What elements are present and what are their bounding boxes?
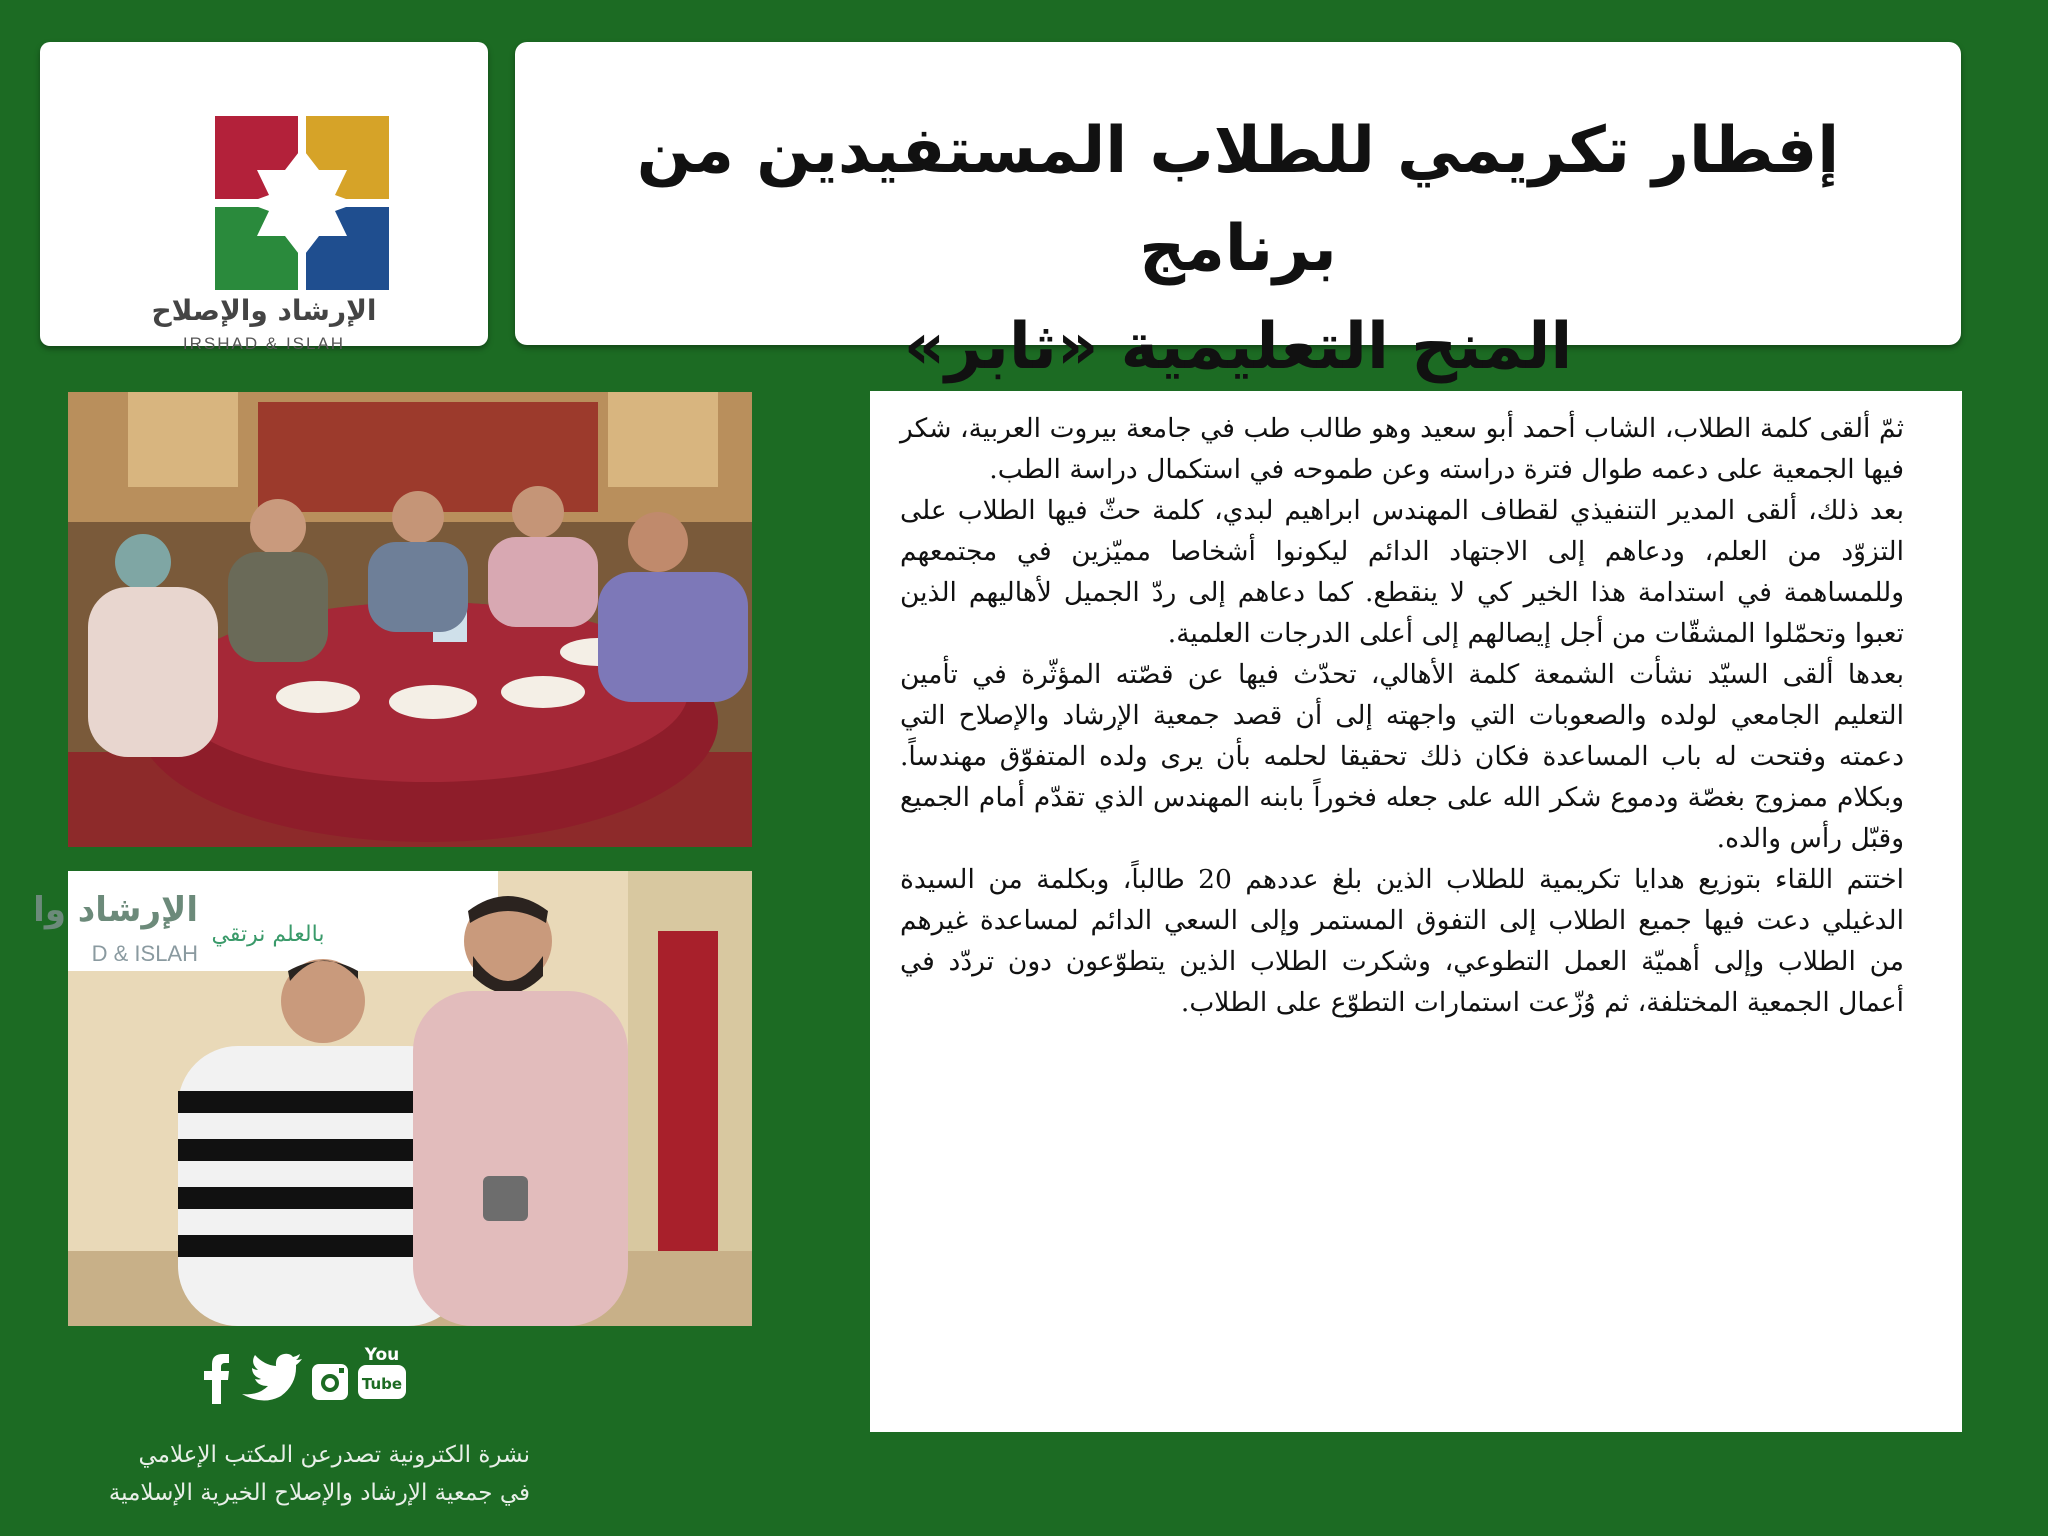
banner-text-arabic: الإرشاد وا <box>33 890 198 930</box>
logo-arabic-name: الإرشاد والإصلاح <box>151 294 377 327</box>
article-paragraph-4: اختتم اللقاء بتوزيع هدايا تكريمية للطلاب الذين بلغ عددهم 20 طالباً، وبكلمة من السيدة الدغيلي دعت فيها جميع الطلاب إلى التفوق المستمر وإلى السعي الدائم لمساعدة غيرهم من الطلاب وإلى أهميّة العمل التطوعي، وشكرت الطلاب الذين يتطوّعون دون تردّد في أعمال الجمعية المختلفة، ثم وُزّعت استمارات التطوّع على الطلاب. <box>900 864 1904 1018</box>
twitter-icon[interactable] <box>242 1354 302 1401</box>
facebook-icon[interactable] <box>204 1354 229 1404</box>
logo-english-name: IRSHAD & ISLAH <box>182 334 346 353</box>
footer-line-2: في جمعية الإرشاد والإصلاح الخيرية الإسلامية <box>108 1480 530 1506</box>
title-card <box>515 42 1961 384</box>
instagram-icon[interactable] <box>312 1364 348 1400</box>
page-title-line-2: المنح التعليمية «ثابر» <box>903 310 1573 384</box>
social-icons <box>198 1342 418 1408</box>
article-paragraph-2: بعد ذلك، ألقى المدير التنفيذي لقطاف المهندس ابراهيم لبدي، كلمة حثّ فيها الطلاب على التزوّد من العلم، ودعاهم إلى الاجتهاد الدائم ليكونوا أشخاصا مميّزين في مجتمعهم وللمساهمة في استدامة هذا الخير كي لا ينقطع. كما دعاهم إلى ردّ الجميل لأهاليهم الذين تعبوا وتحمّلوا المشقّات من أجل إيصالهم إلى أعلى الدرجات العلمية. <box>900 495 1904 649</box>
article-paragraph-3: بعدها ألقى السيّد نشأت الشمعة كلمة الأهالي، تحدّث فيها عن قصّته المؤثّرة في تأمين التعليم الجامعي لولده والصعوبات التي واجهته إلى أن قصد جمعية الإرشاد والإصلاح التي دعمته وفتحت له باب المساعدة فكان ذلك تحقيقا لحلمه بأن يرى ولده المتفوّق مهندساً. وبكلام ممزوج بغصّة ودموع شكر الله على جعله فخوراً بابنه المهندس الذي تقدّم أمام الجميع وقبّل رأس والده. <box>900 659 1904 854</box>
youtube-tube-text: Tube <box>361 1375 403 1393</box>
youtube-you-text: You <box>364 1345 400 1365</box>
footer-credit <box>20 1436 530 1512</box>
event-photo-award-image <box>33 871 752 1326</box>
organization-logo-icon <box>215 116 389 290</box>
footer-line-1: نشرة الكترونية تصدرعن المكتب الإعلامي <box>138 1442 530 1468</box>
banner-slogan: بالعلم نرتقي <box>211 922 325 947</box>
logo-card <box>40 42 488 353</box>
banner-text-english: D & ISLAH <box>91 941 198 966</box>
event-photo-award <box>33 871 752 1326</box>
page-title-line-1: إفطار تكريمي للطلاب المستفيدين من برنامج <box>636 114 1840 286</box>
event-photo-dinner-image <box>68 392 752 847</box>
article-body <box>870 391 1962 1432</box>
event-photo-dinner <box>68 392 752 847</box>
youtube-icon[interactable] <box>358 1345 406 1399</box>
page-title <box>555 102 1921 396</box>
article-paragraph-1: ثمّ ألقى كلمة الطلاب، الشاب أحمد أبو سعيد وهو طالب طب في جامعة بيروت العربية، شكر فيها الجمعية على دعمه طوال فترة دراسته وعن طموحه في استكمال دراسة الطب. <box>900 413 1904 485</box>
